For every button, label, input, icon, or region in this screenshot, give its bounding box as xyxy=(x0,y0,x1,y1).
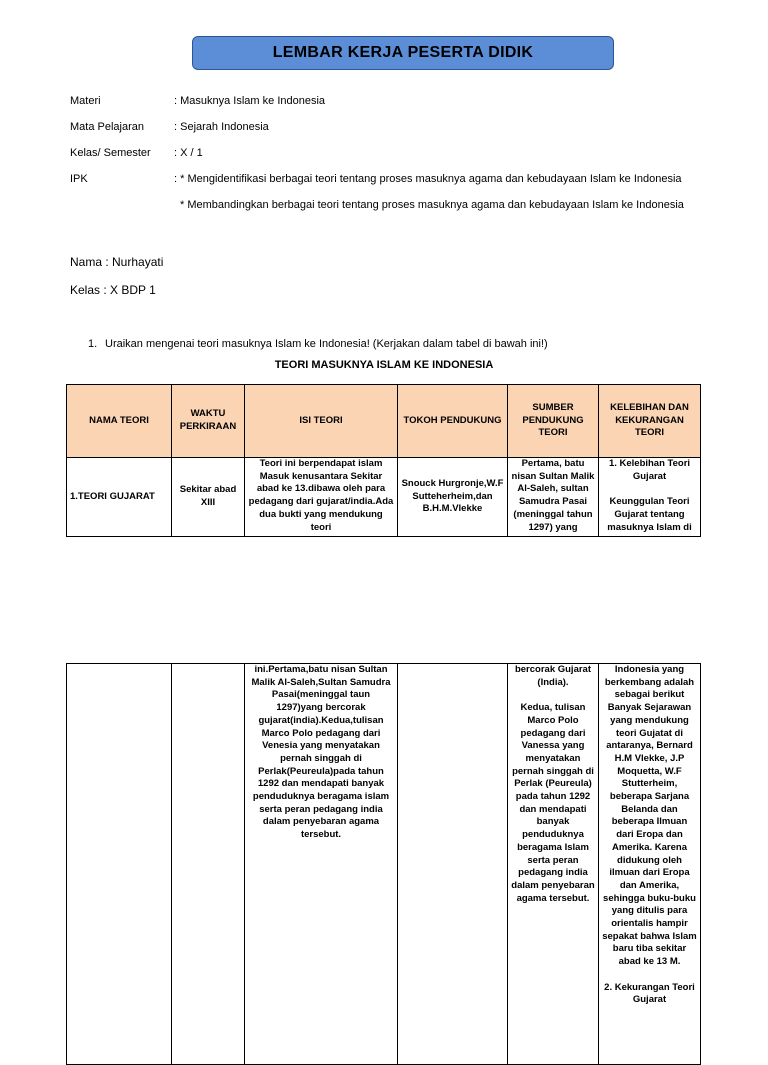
header-sumber-pendukung: SUMBER PENDUKUNG TEORI xyxy=(508,385,599,458)
question-number: 1. xyxy=(88,338,98,350)
info-value-materi: : Masuknya Islam ke Indonesia xyxy=(174,95,326,107)
cell-isi-cont-text: ini.Pertama,batu nisan Sultan Malik Al-Saleh,Sultan Samudra Pasai(meninggal taun 1297)yang bercorak gujarat(india).Kedua,tulisan Marco Polo pedagang dari Venesia yang menyatakan pernah singgah di Perlak(Peureula)pada tahun 1292 dan mendapati banyak penduduknya beragama islam serta peran pedagang india dalam penyebaran agama tersebut. xyxy=(251,664,391,841)
header-nama-teori: NAMA TEORI xyxy=(67,385,172,458)
cell-sumber xyxy=(508,458,599,537)
student-name: Nama : Nurhayati xyxy=(70,255,164,269)
cell-kelebihan-text: 1. Kelebihan Teori Gujarat Keunggulan Teori Gujarat tentang masuknya Islam di xyxy=(607,458,692,533)
cell-kelebihan-cont xyxy=(599,664,701,1065)
header-kelebihan-kekurangan: KELEBIHAN DAN KEKURANGAN TEORI xyxy=(599,385,701,458)
cell-isi-cont xyxy=(245,664,398,1065)
cell-sumber-cont-text: bercorak Gujarat (India). Kedua, tulisan Marco Polo pedagang dari Vanessa yang menyatakan pernah singgah di Perlak (Peureula) pada tahun 1292 dan mendapati banyak penduduknya beragama Islam serta peran pedagang india dalam penyebaran agama tersebut. xyxy=(511,664,595,904)
info-label-kelas-semester: Kelas/ Semester xyxy=(70,147,151,159)
cell-isi xyxy=(245,458,398,537)
theory-table xyxy=(66,384,701,537)
info-label-ipk: IPK xyxy=(70,173,88,185)
header-waktu-perkiraan: WAKTU PERKIRAAN xyxy=(172,385,245,458)
student-class: Kelas : X BDP 1 xyxy=(70,283,156,297)
cell-nama-teori: 1.TEORI GUJARAT xyxy=(67,458,172,537)
cell-kelebihan xyxy=(599,458,701,537)
info-label-materi: Materi xyxy=(70,95,101,107)
table-row xyxy=(67,458,701,537)
theory-table-continued xyxy=(66,663,701,1065)
header-isi-teori: ISI TEORI xyxy=(245,385,398,458)
info-value-mapel: : Sejarah Indonesia xyxy=(174,121,269,133)
cell-waktu: Sekitar abad XIII xyxy=(172,458,245,537)
cell-tokoh: Snouck Hurgronje,W.F Sutteherheim,dan B.H.M.Vlekke xyxy=(398,458,508,537)
info-value-ipk-line2: * Membandingkan berbagai teori tentang proses masuknya agama dan kebudayaan Islam ke Indonesia xyxy=(180,199,684,211)
info-label-mapel: Mata Pelajaran xyxy=(70,121,144,133)
table-row xyxy=(67,664,701,1065)
table-title: TEORI MASUKNYA ISLAM KE INDONESIA xyxy=(274,359,494,371)
cell-isi-text: Teori ini berpendapat islam Masuk kenusantara Sekitar abad ke 13.dibawa oleh para pedagang dari gujarat/india.Ada dua bukti yang mendukung teori xyxy=(248,458,394,533)
question-text: Uraikan mengenai teori masuknya Islam ke Indonesia! (Kerjakan dalam tabel di bawah ini!) xyxy=(105,338,548,350)
info-value-ipk: : * Mengidentifikasi berbagai teori tentang proses masuknya agama dan kebudayaan Islam ke Indonesia xyxy=(174,173,682,185)
cell-empty xyxy=(398,664,508,1065)
cell-kelebihan-cont-text: Indonesia yang berkembang adalah sebagai berikut Banyak Sejarawan yang mendukung teori Gujatat di antaranya, Bernard H.M Vlekke, J.P Moquetta, W.F Stutterheim, beberapa Sarjana Belanda dan beberapa Ilmuan dari Eropa dan Amerika. Karena didukung oleh ilmuan dari Eropa dan Amerika, sehingga buku-buku yang ditulis para orientalis hampir sepakat bahwa Islam baru tiba sekitar abad ke 13 M. 2. Kekurangan Teori Gujarat xyxy=(602,664,697,1006)
table-header-row xyxy=(67,385,701,458)
worksheet-title: LEMBAR KERJA PESERTA DIDIK xyxy=(192,36,614,70)
cell-empty xyxy=(172,664,245,1065)
info-value-kelas-semester: : X / 1 xyxy=(174,147,203,159)
cell-sumber-text: Pertama, batu nisan Sultan Malik Al-Saleh, sultan Samudra Pasai (meninggal tahun 1297) yang xyxy=(511,458,595,533)
cell-sumber-cont xyxy=(508,664,599,1065)
header-tokoh-pendukung: TOKOH PENDUKUNG xyxy=(398,385,508,458)
cell-empty xyxy=(67,664,172,1065)
